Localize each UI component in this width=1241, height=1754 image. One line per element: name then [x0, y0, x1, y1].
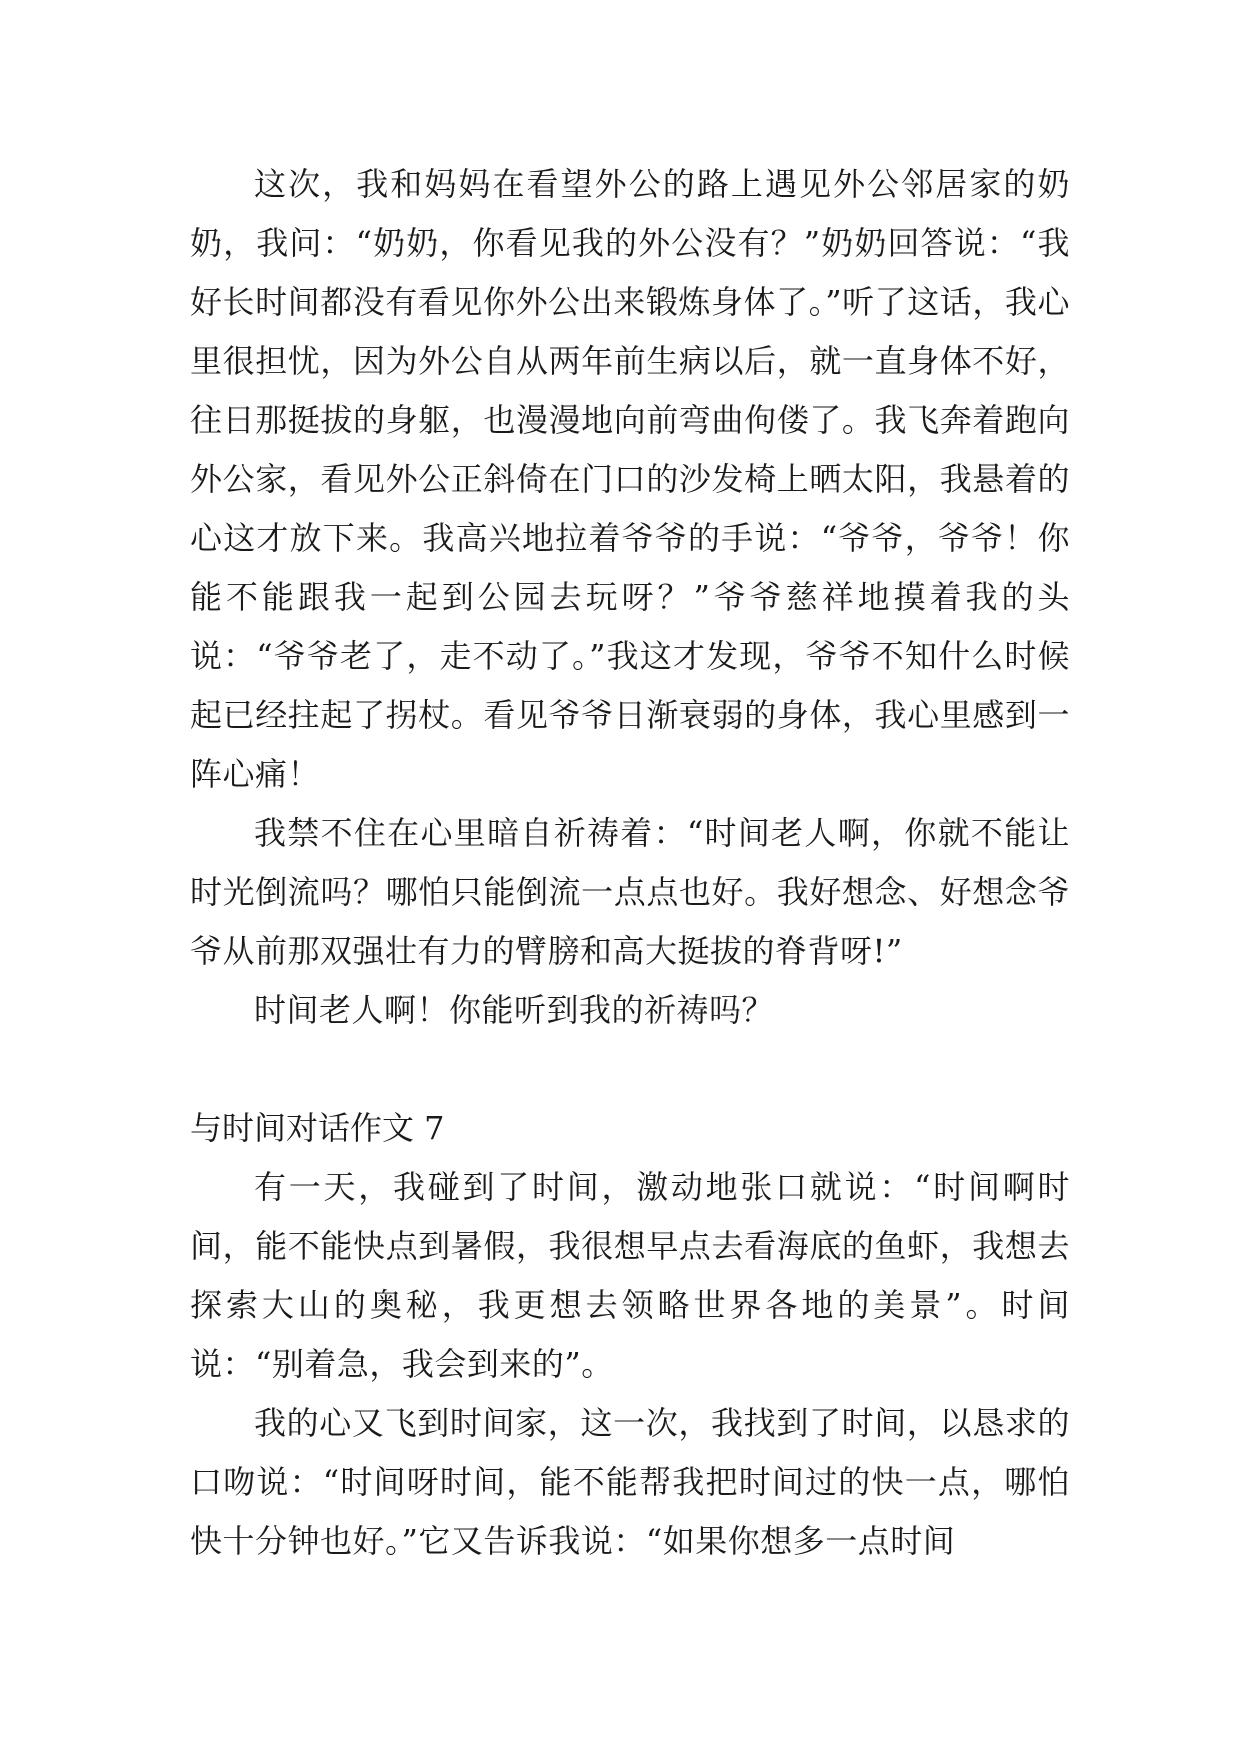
section-gap	[190, 1040, 1070, 1099]
paragraph-visit-grandpa: 这次，我和妈妈在看望外公的路上遇见外公邻居家的奶奶，我问：“奶奶，你看见我的外公没有？”奶奶回答说：“我好长时间都没有看见你外公出来锻炼身体了。”听了这话，我心里很担忧，因为外公自从两年前生病以后，就一直身体不好，往日那挺拔的身躯，也漫漫地向前弯曲佝偻了。我飞奔着跑向外公家，看见外公正斜倚在门口的沙发椅上晒太阳，我悬着的心这才放下来。我高兴地拉着爷爷的手说：“爷爷，爷爷！你能不能跟我一起到公园去玩呀？”爷爷慈祥地摸着我的头说：“爷爷老了，走不动了。”我这才发现，爷爷不知什么时候起已经拄起了拐杖。看见爷爷日渐衰弱的身体，我心里感到一阵心痛！	[190, 165, 1070, 793]
paragraph-question: 时间老人啊！你能听到我的祈祷吗？	[254, 991, 775, 1029]
paragraph-meet-time: 有一天，我碰到了时间，激动地张口就说：“时间啊时间，能不能快点到暑假，我很想早点去看海底的鱼虾，我想去探索大山的奥秘，我更想去领略世界各地的美景”。时间说：“别着急，我会到来的”。	[190, 1168, 1070, 1383]
paragraph-prayer: 我禁不住在心里暗自祈祷着：“时间老人啊，你就不能让时光倒流吗？哪怕只能倒流一点点也好。我好想念、好想念爷爷从前那双强壮有力的臂膀和高大挺拔的脊背呀!”	[190, 814, 1070, 970]
section-heading: 与时间对话作文 7	[190, 1109, 445, 1147]
document-page	[190, 155, 1070, 1571]
paragraph-plead-time: 我的心又飞到时间家，这一次，我找到了时间，以恳求的口吻说：“时间呀时间，能不能帮我把时间过的快一点，哪怕快十分钟也好。”它又告诉我说：“如果你想多一点时间	[190, 1404, 1070, 1560]
